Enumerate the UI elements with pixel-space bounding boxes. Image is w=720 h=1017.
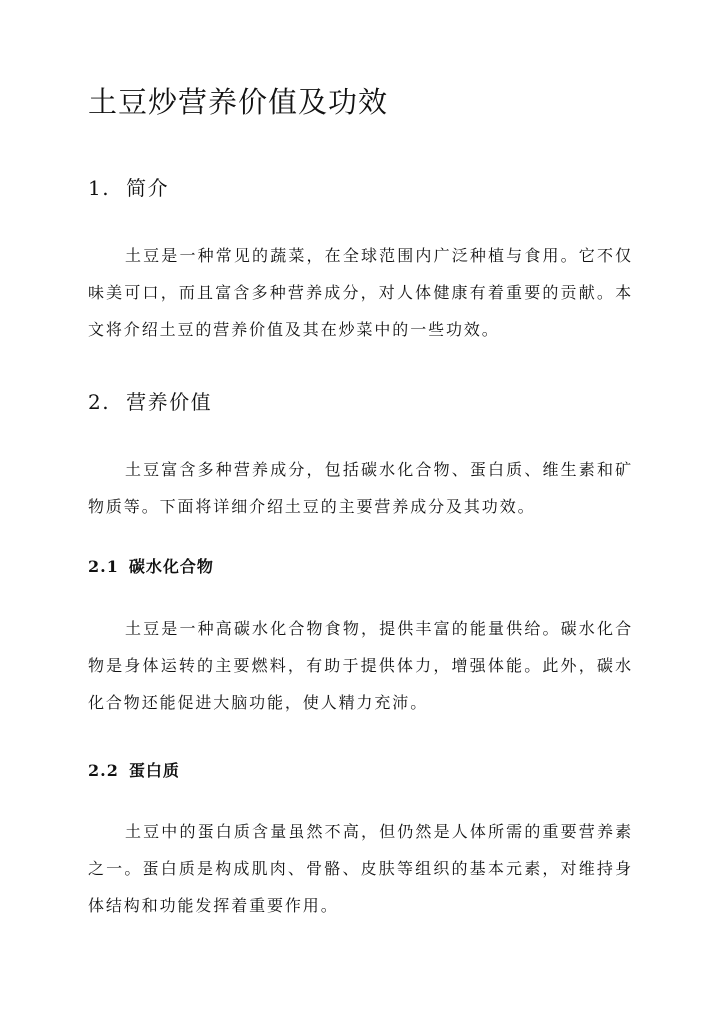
document-title: 土豆炒营养价值及功效 [88, 85, 389, 119]
section-heading-nutrition [88, 388, 212, 416]
subsection-number: 2.1 [88, 557, 119, 576]
subsection-title: 蛋白质 [128, 761, 180, 780]
subsection-number: 2.2 [88, 761, 119, 780]
intro-paragraph: 土豆是一种常见的蔬菜，在全球范围内广泛种植与食用。它不仅味美可口，而且富含多种营养成分，对人体健康有着重要的贡献。本文将介绍土豆的营养价值及其在炒菜中的一些功效。 [88, 246, 633, 339]
section-number: 1. [88, 176, 111, 200]
section-number: 2. [88, 390, 111, 414]
subsection-heading-protein [88, 760, 180, 782]
protein-paragraph: 土豆中的蛋白质含量虽然不高，但仍然是人体所需的重要营养素之一。蛋白质是构成肌肉、骨骼、皮肤等组织的基本元素，对维持身体结构和功能发挥着重要作用。 [88, 822, 633, 915]
subsection-heading-carbohydrates [88, 556, 214, 578]
section-heading-intro [88, 174, 169, 202]
section-title: 营养价值 [126, 390, 213, 414]
nutrition-paragraph: 土豆富含多种营养成分，包括碳水化合物、蛋白质、维生素和矿物质等。下面将详细介绍土豆的主要营养成分及其功效。 [88, 460, 633, 516]
subsection-title: 碳水化合物 [128, 557, 214, 576]
section-title: 简介 [126, 176, 170, 200]
carbohydrates-paragraph: 土豆是一种高碳水化合物食物，提供丰富的能量供给。碳水化合物是身体运转的主要燃料，有助于提供体力，增强体能。此外，碳水化合物还能促进大脑功能，使人精力充沛。 [88, 619, 633, 712]
